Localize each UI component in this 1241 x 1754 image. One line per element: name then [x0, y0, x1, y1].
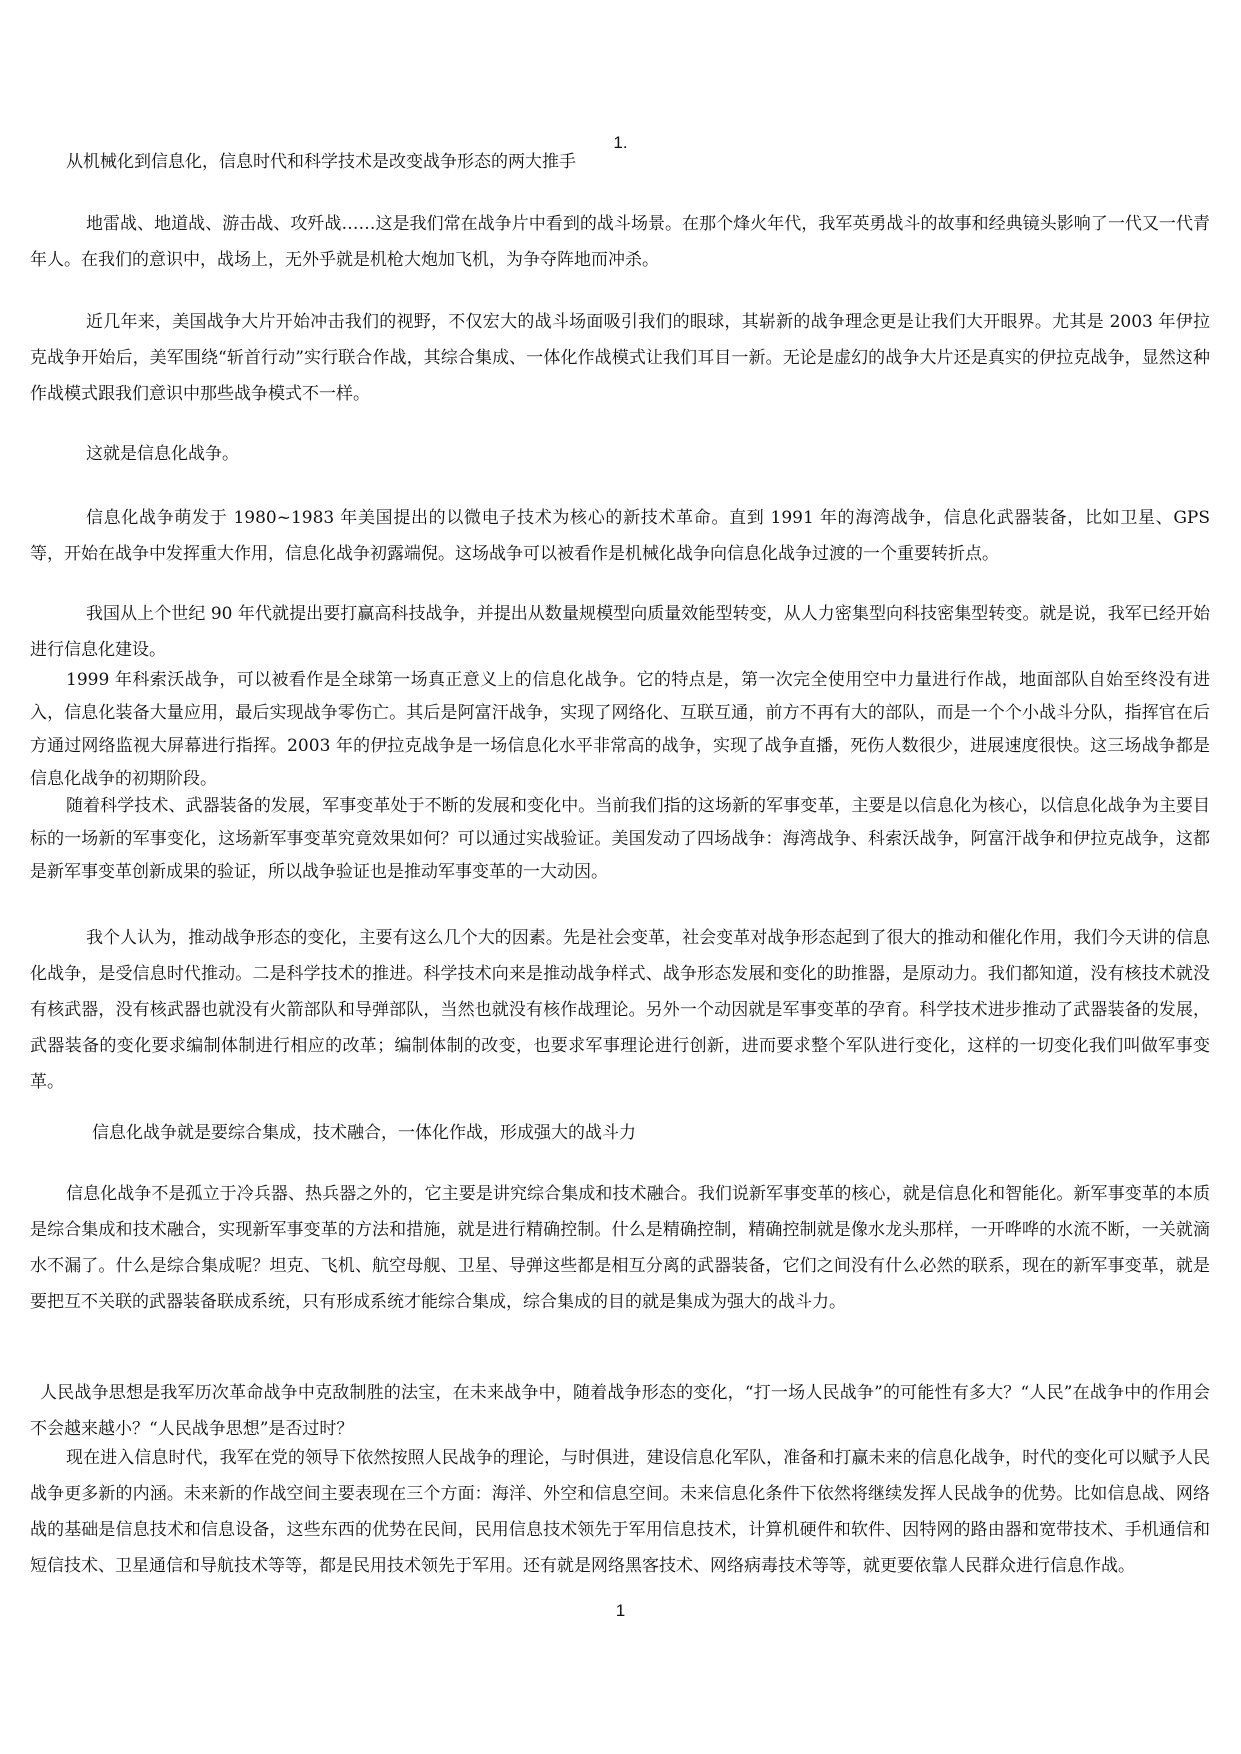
- paragraph-4: 信息化战争萌发于 1980~1983 年美国提出的以微电子技术为核心的新技术革命。直到 1991 年的海湾战争，信息化武器装备，比如卫星、GPS 等，开始在战争中发挥重大作用，信息化战争初露端倪。这场战争可以被看作是机械化战争向信息化战争过渡的一个重要转折点。: [30, 508, 1210, 564]
- paragraph-8: 我个人认为，推动战争形态的变化，主要有这么几个大的因素。先是社会变革，社会变革对战争形态起到了很大的推动和催化作用，我们今天讲的信息化战争，是受信息时代推动。二是科学技术的推进。科学技术向来是推动战争样式、战争形态发展和变化的助推器，是原动力。我们都知道，没有核技术就没有核武器，没有核武器也就没有火箭部队和导弹部队，当然也就没有核作战理论。另外一个动因就是军事变革的孕育。科学技术进步推动了武器装备的发展，武器装备的变化要求编制体制进行相应的改革；编制体制的改变，也要求军事理论进行创新，进而要求整个军队进行变化，这样的一切变化我们叫做军事变革。: [30, 928, 1210, 1092]
- paragraph-2: 近几年来，美国战争大片开始冲击我们的视野，不仅宏大的战斗场面吸引我们的眼球，其崭新的战争理念更是让我们大开眼界。尤其是 2003 年伊拉克战争开始后，美军围绕“斩首行动”实行联合作战，其综合集成、一体化作战模式让我们耳目一新。无论是虚幻的战争大片还是真实的伊拉克战争，显然这种作战模式跟我们意识中那些战争模式不一样。: [30, 312, 1210, 404]
- paragraph-9: 信息化战争不是孤立于冷兵器、热兵器之外的，它主要是讲究综合集成和技术融合。我们说新军事变革的核心，就是信息化和智能化。新军事变革的本质是综合集成和技术融合，实现新军事变革的方法和措施，就是进行精确控制。什么是精确控制，精确控制就是像水龙头那样，一开哗哗的水流不断，一关就滴水不漏了。什么是综合集成呢？坦克、飞机、航空母舰、卫星、导弹这些都是相互分离的武器装备，它们之间没有什么必然的联系，现在的新军事变革，就是要把互不关联的武器装备联成系统，只有形成系统才能综合集成，综合集成的目的就是集成为强大的战斗力。: [30, 1184, 1210, 1312]
- page-number: 1: [615, 1601, 626, 1620]
- paragraph-11: 现在进入信息时代，我军在党的领导下依然按照人民战争的理论，与时俱进，建设信息化军队，准备和打赢未来的信息化战争，时代的变化可以赋予人民战争更多新的内涵。未来新的作战空间主要表现在三个方面：海洋、外空和信息空间。未来信息化条件下依然将继续发挥人民战争的优势。比如信息战、网络战的基础是信息技术和信息设备，这些东西的优势在民间，民用信息技术领先于军用信息技术，计算机硬件和软件、因特网的路由器和宽带技术、手机通信和短信技术、卫星通信和导航技术等等，都是民用技术领先于军用。还有就是网络黑客技术、网络病毒技术等等，就更要依靠人民群众进行信息作战。: [30, 1448, 1210, 1576]
- paragraph-1: 地雷战、地道战、游击战、攻歼战……这是我们常在战争片中看到的战斗场景。在那个烽火年代，我军英勇战斗的故事和经典镜头影响了一代又一代青年人。在我们的意识中，战场上，无外乎就是机枪大炮加飞机，为争夺阵地而冲杀。: [30, 214, 1210, 270]
- paragraph-3: 这就是信息化战争。: [86, 444, 239, 464]
- paragraph-6: 1999 年科索沃战争，可以被看作是全球第一场真正意义上的信息化战争。它的特点是，第一次完全使用空中力量进行作战，地面部队自始至终没有进入，信息化装备大量应用，最后实现战争零伤亡。其后是阿富汗战争，实现了网络化、互联互通，前方不再有大的部队，而是一个个小战斗分队，指挥官在后方通过网络监视大屏幕进行指挥。2003 年的伊拉克战争是一场信息化水平非常高的战争，实现了战争直播，死伤人数很少，进展速度很快。这三场战争都是信息化战争的初期阶段。: [30, 670, 1210, 789]
- paragraph-10: 人民战争思想是我军历次革命战争中克敌制胜的法宝，在未来战争中，随着战争形态的变化，“打一场人民战争”的可能性有多大？“人民”在战争中的作用会不会越来越小？“人民战争思想”是否过时？: [30, 1383, 1210, 1439]
- paragraph-7: 随着科学技术、武器装备的发展，军事变革处于不断的发展和变化中。当前我们指的这场新的军事变革，主要是以信息化为核心，以信息化战争为主要目标的一场新的军事变化，这场新军事变革究竟效果如何？可以通过实战验证。美国发动了四场战争：海湾战争、科索沃战争，阿富汗战争和伊拉克战争，这都是新军事变革创新成果的验证，所以战争验证也是推动军事变革的一大动因。: [30, 796, 1210, 882]
- document-title: 从机械化到信息化，信息时代和科学技术是改变战争形态的两大推手: [66, 152, 576, 172]
- section-number: 1.: [613, 133, 628, 152]
- section-heading: 信息化战争就是要综合集成，技术融合，一体化作战，形成强大的战斗力: [92, 1123, 636, 1143]
- paragraph-5: 我国从上个世纪 90 年代就提出要打赢高科技战争，并提出从数量规模型向质量效能型转变，从人力密集型向科技密集型转变。就是说，我军已经开始进行信息化建设。: [30, 604, 1210, 660]
